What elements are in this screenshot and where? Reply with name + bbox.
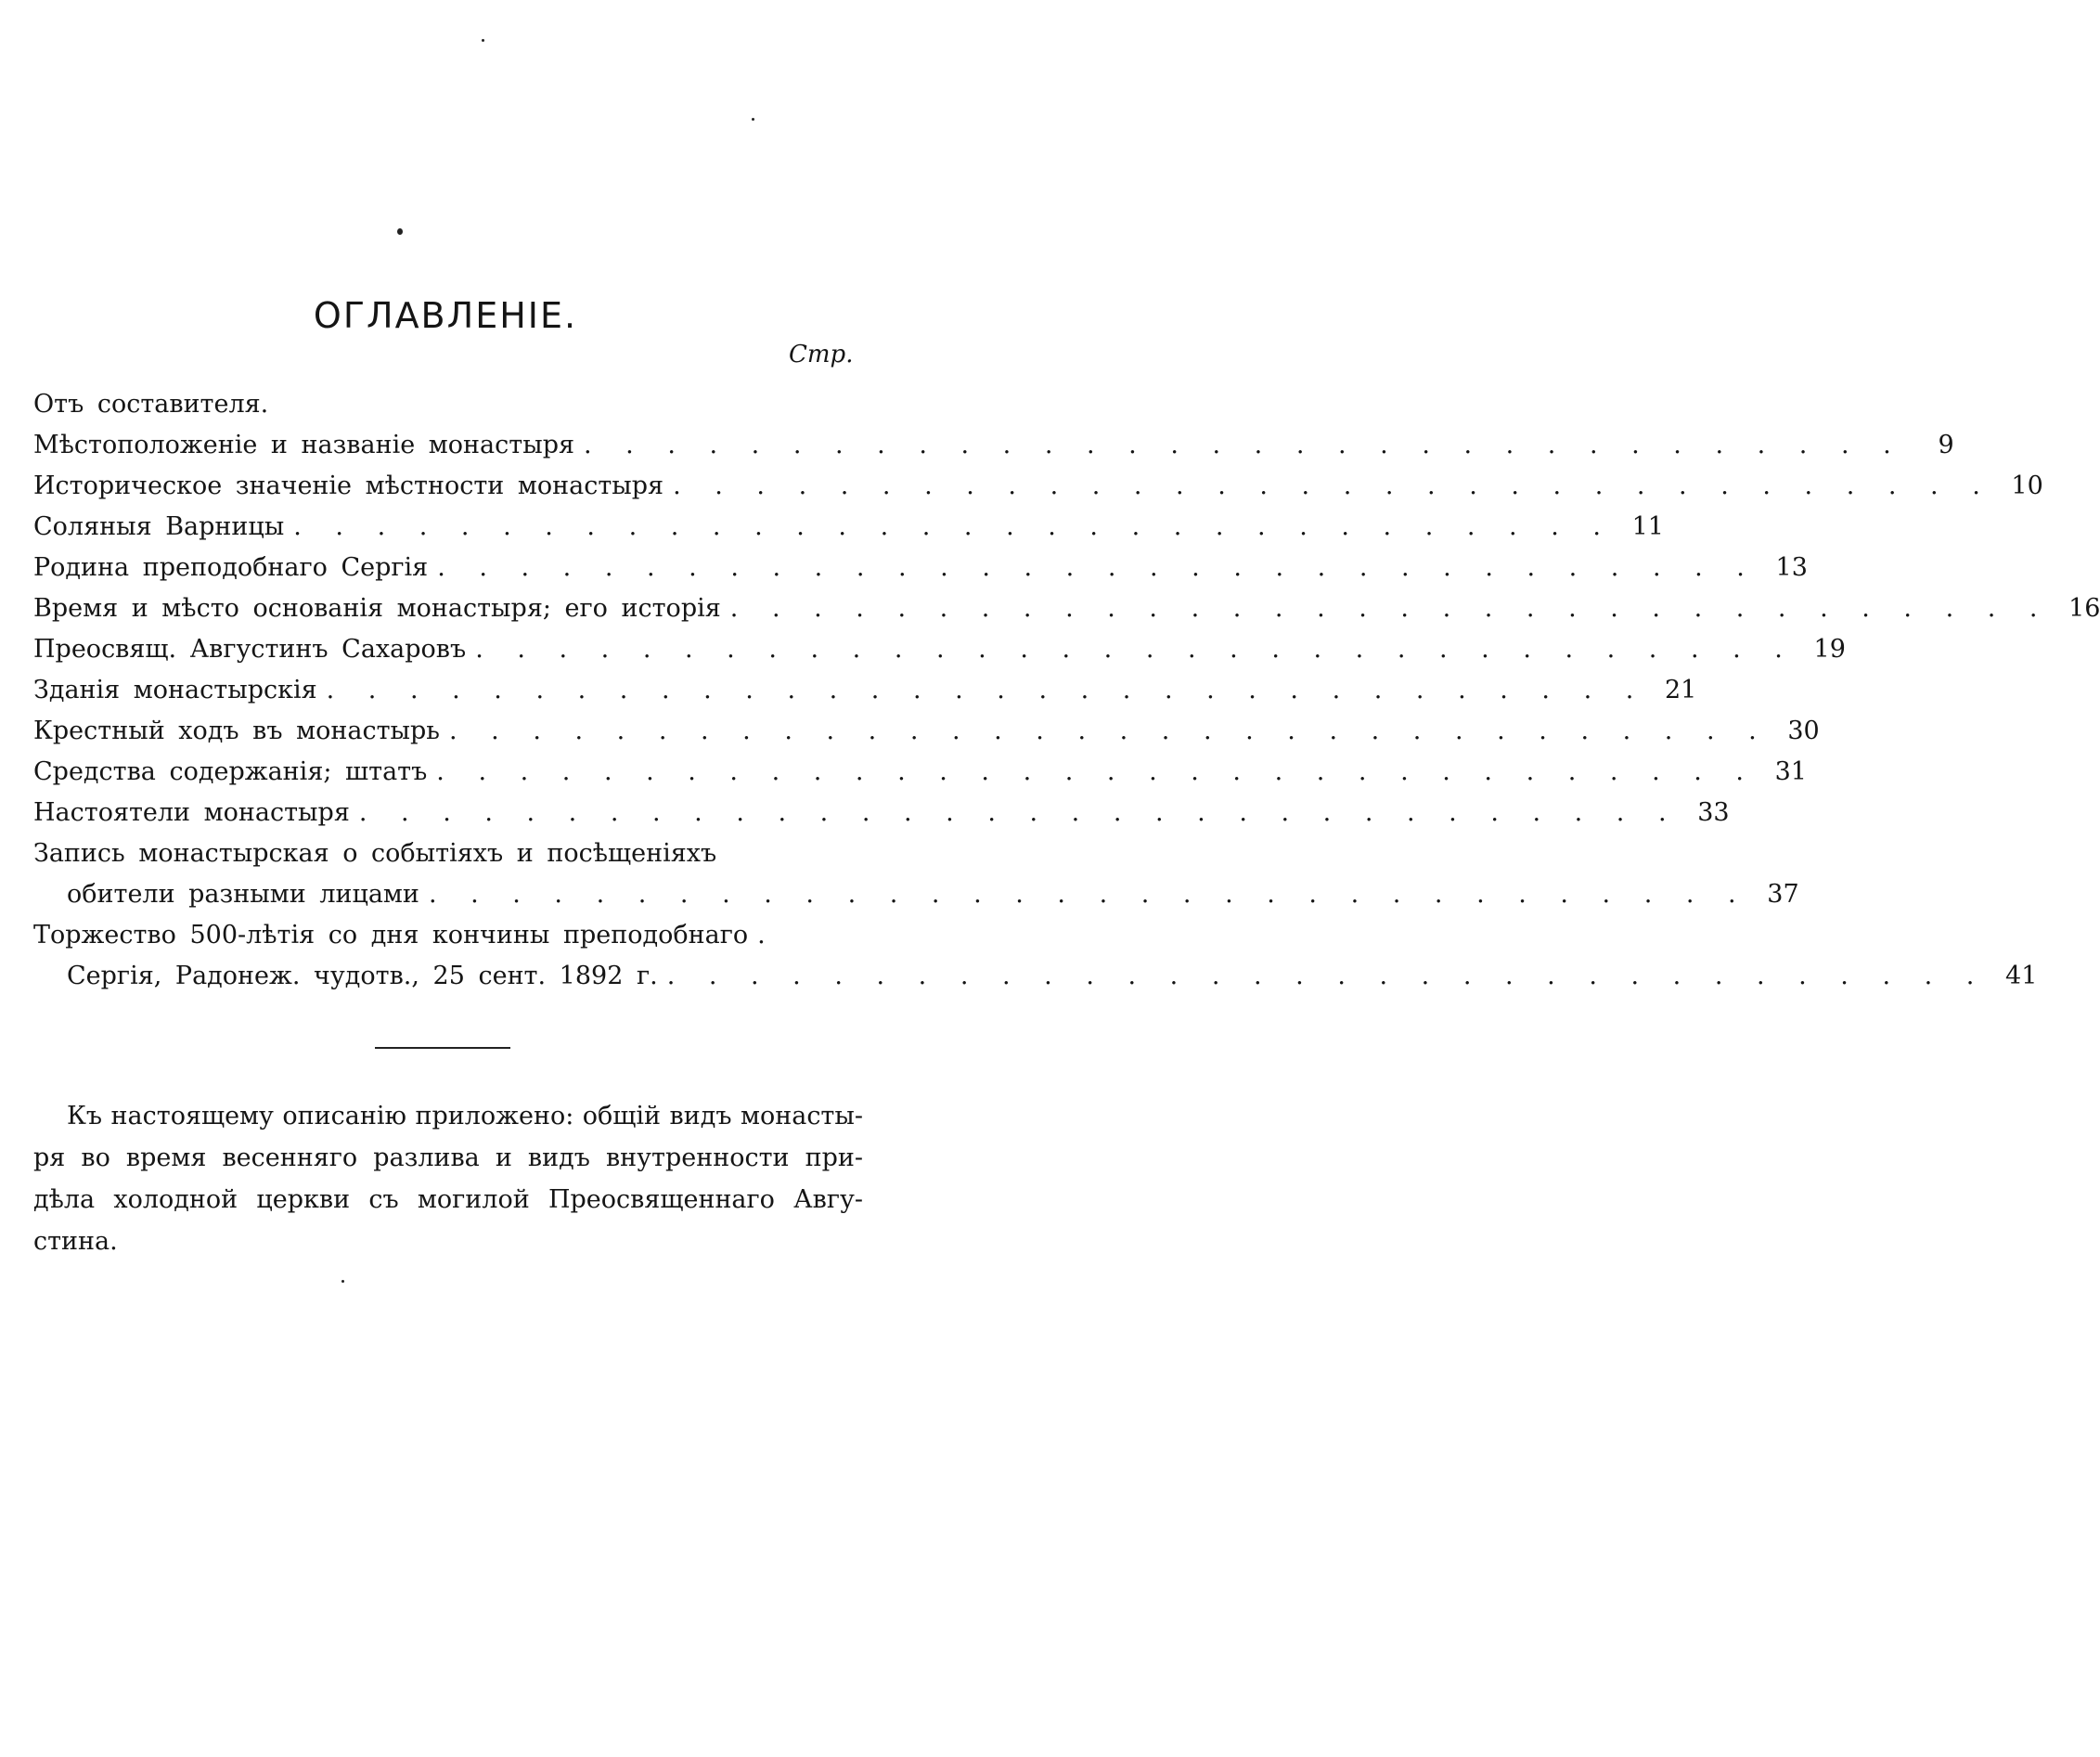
toc-entry-title: Отъ составителя.: [33, 390, 269, 419]
toc-entry-page: 30: [1787, 717, 1820, 745]
toc-entry-page: 11: [1631, 512, 1664, 541]
page-column-label: Стр.: [789, 341, 854, 368]
toc-entry: [33, 752, 1807, 793]
toc-entry: [33, 670, 1697, 711]
toc-entry-title: Сергія, Радонеж. чудотв., 25 сент. 1892 г.: [67, 962, 658, 990]
section-divider: [375, 1047, 510, 1049]
toc-entry-continuation: [33, 874, 1799, 915]
toc-entry-title: Мѣстоположеніе и названіе монастыря: [33, 431, 575, 459]
toc-entry-title: обители разными лицами: [67, 880, 419, 909]
dot-leader: . . . . . . . . . . . . . . . . . . . . . . . . . . . . . . . .: [673, 472, 1993, 500]
note-line: дѣла холодной церкви съ могилой Преосвященнаго Авгу-: [33, 1185, 863, 1214]
dot-leader: . . . . . . . . . . . . . . . . . . . . . . . . . . . . . . . .: [358, 798, 1680, 827]
toc-entry-title: Преосвящ. Августинъ Сахаровъ: [33, 635, 467, 664]
toc-entry-title: Торжество 500-лѣтія со дня кончины преподобнаго: [33, 921, 749, 950]
dot-leader: .: [757, 921, 779, 950]
page-title: ОГЛАВЛЕНІЕ.: [313, 295, 578, 336]
dot-leader: . . . . . . . . . . . . . . . . . . . . . . . . . . . . . . . .: [729, 594, 2051, 623]
dot-leader: . . . . . . . . . . . . . . . . . . . . . . . . . . . . . . . .: [437, 553, 1758, 582]
toc-entry-title: Время и мѣсто основанія монастыря; его исторія: [33, 594, 721, 623]
toc-entry-page: 16: [2068, 594, 2100, 623]
note-line: стина.: [33, 1227, 118, 1256]
toc-entry-page: 13: [1775, 553, 1808, 582]
scan-speck: [752, 118, 754, 121]
attachment-note: [33, 1095, 863, 1262]
toc-entry: [33, 833, 841, 874]
toc-entry-page: 19: [1813, 635, 1846, 664]
dot-leader: . . . . . . . . . . . . . . . . . . . . . . . . . . . . . . . .: [436, 757, 1757, 786]
toc-entry-continuation: [33, 956, 2038, 997]
toc-entry-title: Запись монастырская о событіяхъ и посѣщеніяхъ: [33, 839, 717, 868]
dot-leader: . . . . . . . . . . . . . . . . . . . . . . . . . . . . . . . .: [449, 717, 1770, 745]
table-of-contents: [33, 384, 2100, 997]
dot-leader: . . . . . . . . . . . . . . . . . . . . . . . . . . . . . . . .: [293, 512, 1614, 541]
toc-entry: [33, 466, 2043, 507]
dot-leader: . . . . . . . . . . . . . . . . . . . . . . . . . . . . . . . .: [475, 635, 1796, 664]
toc-entry: [33, 384, 841, 425]
toc-entry: [33, 425, 1954, 466]
toc-entry-title: Соляныя Варницы: [33, 512, 285, 541]
toc-entry: [33, 711, 1820, 752]
dot-leader: . . . . . . . . . . . . . . . . . . . . . . . . . . . . . . . .: [666, 962, 1988, 990]
toc-entry-title: Родина преподобнаго Сергія: [33, 553, 429, 582]
toc-entry: [33, 915, 841, 956]
note-line: Къ настоящему описанію приложено: общій видъ монасты-: [67, 1102, 863, 1130]
toc-entry-title: Средства содержанія; штатъ: [33, 757, 428, 786]
toc-entry: [33, 507, 1664, 548]
toc-entry-title: Крестный ходъ въ монастырь: [33, 717, 440, 745]
dot-leader: . . . . . . . . . . . . . . . . . . . . . . . . . . . . . . . .: [584, 431, 1904, 459]
note-line: ря во время весенняго разлива и видъ внутренности при-: [33, 1143, 863, 1172]
scan-speck: [482, 39, 484, 42]
toc-entry-page: 21: [1664, 676, 1697, 704]
scan-speck: [341, 1280, 344, 1283]
toc-entry: [33, 793, 1730, 833]
toc-entry: [33, 588, 2100, 629]
toc-entry-page: 37: [1767, 880, 1799, 909]
toc-entry-title: Настоятели монастыря: [33, 798, 350, 827]
toc-entry-page: 9: [1938, 431, 1954, 459]
toc-entry-page: 33: [1697, 798, 1730, 827]
toc-entry-page: 31: [1774, 757, 1807, 786]
toc-entry: [33, 548, 1808, 588]
scan-speck: [397, 228, 403, 235]
toc-entry-title: Зданія монастырскія: [33, 676, 317, 704]
toc-entry-page: 41: [2005, 962, 2038, 990]
dot-leader: . . . . . . . . . . . . . . . . . . . . . . . . . . . . . . . .: [428, 880, 1749, 909]
toc-entry: [33, 629, 1846, 670]
toc-entry-title: Историческое значеніе мѣстности монастыря: [33, 472, 664, 500]
toc-entry-page: 10: [2011, 472, 2043, 500]
dot-leader: . . . . . . . . . . . . . . . . . . . . . . . . . . . . . . . .: [326, 676, 1647, 704]
